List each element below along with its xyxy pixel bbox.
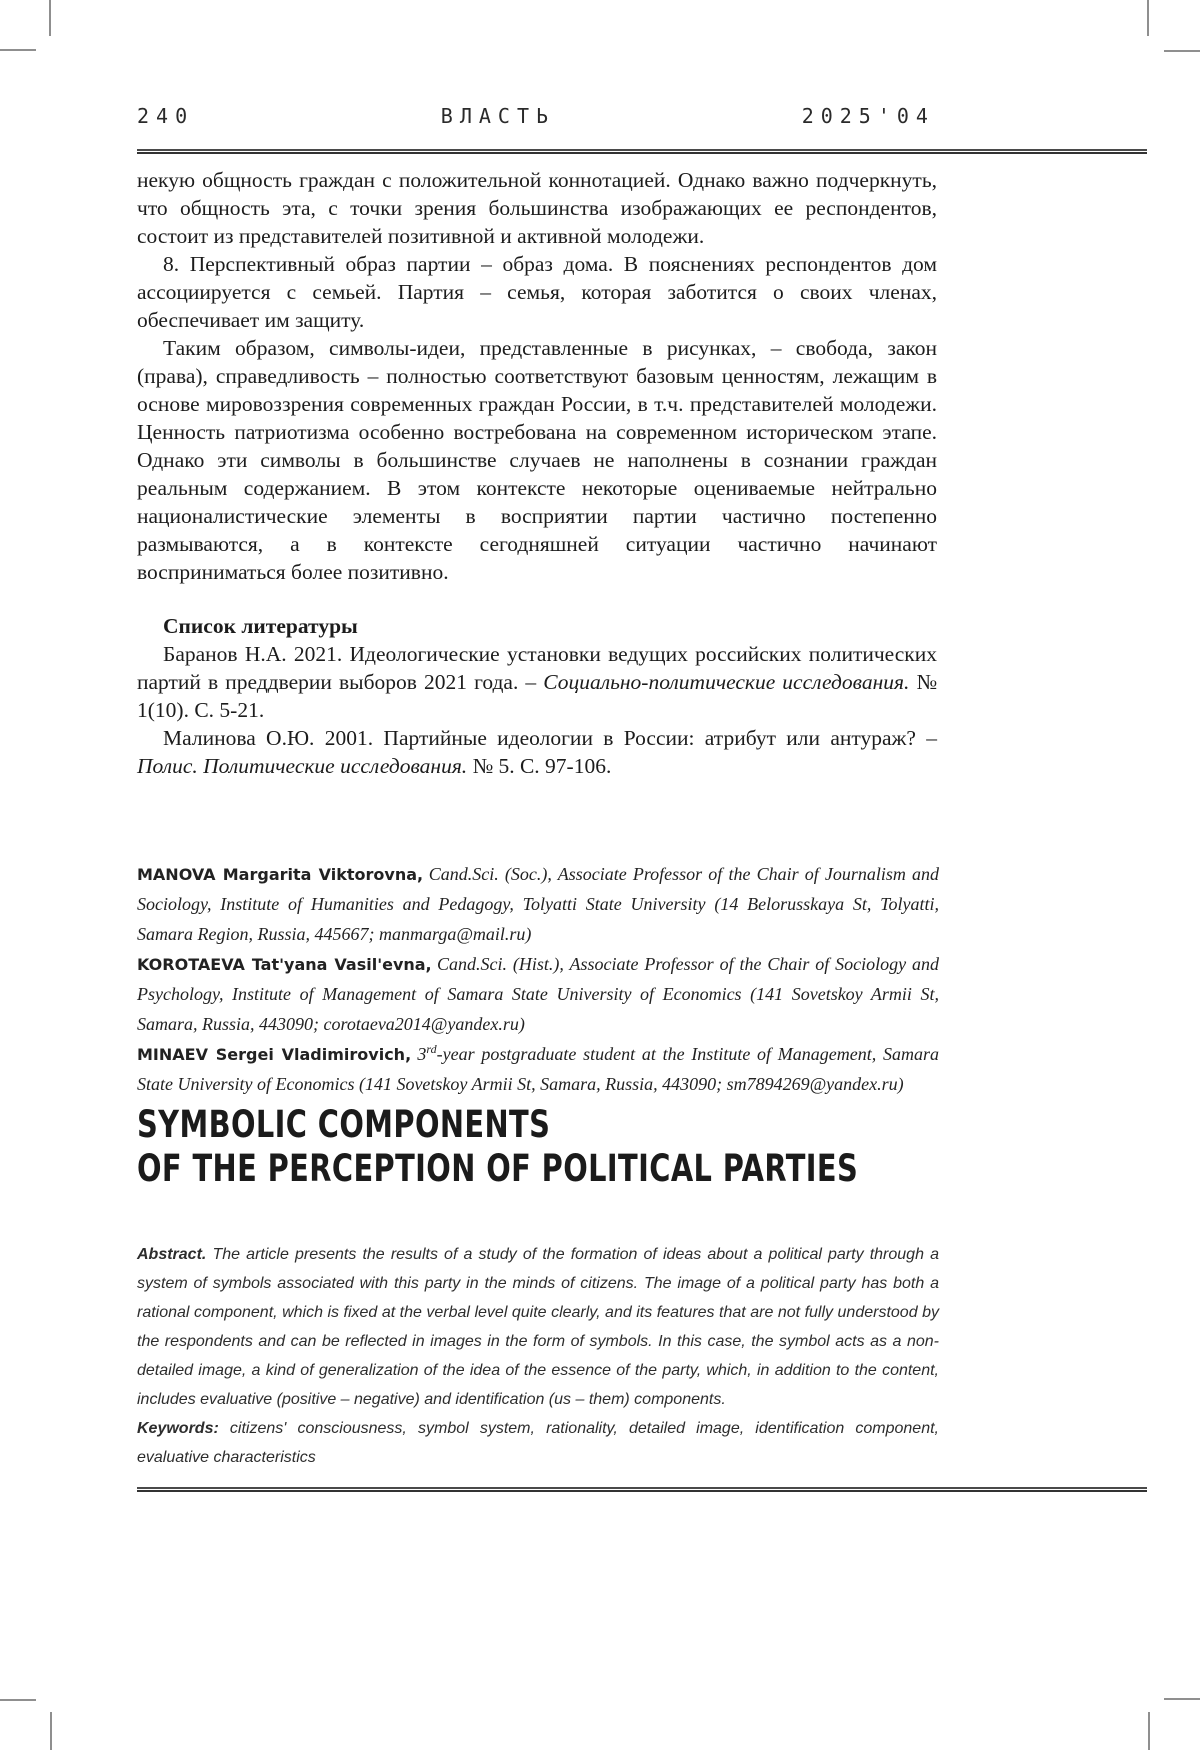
keywords-text: citizens' consciousness, symbol system, rationality, detailed image, identification component, evaluative characteristics bbox=[137, 1420, 939, 1466]
reference-journal: Социально-политические исследования. bbox=[543, 670, 910, 694]
crop-mark-top-left-horizontal bbox=[0, 49, 36, 51]
article-body bbox=[137, 166, 937, 780]
keywords-label: Keywords: bbox=[137, 1420, 219, 1437]
body-paragraph-1: некую общность граждан с положительной коннотацией. Однако важно подчеркнуть, что общность эта, с точки зрения большинства изображающих ее респондентов, состоит из представителей позитивной и активной молодежи. bbox=[137, 168, 937, 248]
author-entry-1 bbox=[137, 860, 939, 950]
author-name: KOROTAEVA Tat'yana Vasil'evna, bbox=[137, 955, 432, 974]
references-heading: Список литературы bbox=[163, 614, 358, 638]
reference-pages: № 5. С. 97-106. bbox=[467, 754, 612, 778]
header-rule bbox=[137, 149, 1147, 154]
author-entry-2 bbox=[137, 950, 939, 1040]
crop-mark-bottom-left-vertical bbox=[50, 1712, 52, 1750]
abstract-paragraph bbox=[137, 1240, 939, 1414]
crop-mark-top-right-vertical bbox=[1147, 0, 1149, 36]
abstract-text: The article presents the results of a study of the formation of ideas about a political party through a system of symbols associated with this party in the minds of citizens. The image of a political party has both a rational component, which is fixed at the verbal level quite clearly, and its features that are not fully understood by the respondents and can be reflected in images in the form of symbols. In this case, the symbol acts as a non-detailed image, a kind of generalization of the idea of the essence of the party, which, in addition to the content, includes evaluative (positive – negative) and identification (us – them) components. bbox=[137, 1246, 939, 1408]
body-paragraph-2: 8. Перспективный образ партии – образ дома. В пояснениях респондентов дом ассоциируется с семьей. Партия – семья, которая заботится о своих членах, обеспечивает им защиту. bbox=[137, 252, 937, 332]
journal-title: ВЛАСТЬ bbox=[440, 104, 556, 128]
reference-item-1 bbox=[137, 640, 937, 724]
reference-text: Малинова О.Ю. 2001. Партийные идеологии в России: атрибут или антураж? – bbox=[163, 726, 937, 750]
reference-item-2 bbox=[137, 724, 937, 780]
crop-mark-bottom-left-horizontal bbox=[0, 1699, 36, 1701]
issue-number: 2025'04 bbox=[801, 104, 935, 128]
article-title-en bbox=[137, 1103, 858, 1191]
reference-journal: Полис. Политические исследования. bbox=[137, 754, 468, 778]
footer-rule bbox=[137, 1487, 1147, 1492]
abstract-label: Abstract. bbox=[137, 1246, 207, 1263]
author-entry-3 bbox=[137, 1040, 939, 1100]
crop-mark-bottom-right-vertical bbox=[1148, 1712, 1150, 1750]
authors-block bbox=[137, 860, 939, 1100]
author-affiliation: Cand.Sci. (Soc.), Associate Professor of the Chair of Journalism and Sociology, Institute of Humanities and Pedagogy, Tolyatti State University (14 Belorusskaya St, Tolyatti, Samara Region, Russia, 445667; manmarga@mail.ru) bbox=[137, 864, 940, 944]
reference-text: Баранов Н.А. 2021. Идеологические установки ведущих российских политических партий в преддверии выборов 2021 года. – bbox=[137, 642, 937, 694]
author-name: MINAEV Sergei Vladimirovich, bbox=[137, 1045, 412, 1064]
body-paragraph-3: Таким образом, символы-идеи, представленные в рисунках, – свобода, закон (права), справедливость – полностью соответствуют базовым ценностям, лежащим в основе мировоззрения современных граждан России, в т.ч. представителей молодежи. Ценность патриотизма особенно востребована на современном историческом этапе. Однако эти символы в большинстве случаев не наполнены в сознании граждан реальным содержанием. В этом контексте некоторые оцениваемые нейтрально националистические элементы в восприятии партии частично постепенно размываются, а в контексте сегодняшней ситуации частично начинают восприниматься более позитивно. bbox=[137, 336, 937, 584]
author-name: MANOVA Margarita Viktorovna, bbox=[137, 865, 424, 884]
author-affiliation-text: -year postgraduate student at the Institute of Management, Samara State University of Economics (141 Sovetskoy Armii St, Samara, Russia, 443090; sm7894269@yandex.ru) bbox=[137, 1044, 940, 1094]
author-affiliation: Cand.Sci. (Hist.), Associate Professor of the Chair of Sociology and Psychology, Institute of Management of Samara State University of Economics (141 Sovetskoy Armii St, Samara, Russia, 443090; corotaeva2014@yandex.ru) bbox=[137, 954, 939, 1034]
ordinal-suffix: rd bbox=[426, 1042, 437, 1056]
article-title-line-1: SYMBOLIC COMPONENTS bbox=[137, 1103, 551, 1146]
crop-mark-top-right-horizontal bbox=[1164, 50, 1200, 52]
ordinal-number: 3 bbox=[417, 1044, 427, 1064]
page-number: 240 bbox=[137, 104, 195, 128]
abstract-block bbox=[137, 1240, 939, 1472]
reference-pages: № 1(10). С. 5-21. bbox=[137, 670, 937, 722]
article-title-line-2: OF THE PERCEPTION OF POLITICAL PARTIES bbox=[137, 1147, 859, 1190]
page-header bbox=[137, 104, 935, 128]
crop-mark-bottom-right-horizontal bbox=[1164, 1698, 1200, 1700]
crop-mark-top-left-vertical bbox=[49, 0, 51, 36]
keywords-paragraph bbox=[137, 1414, 939, 1472]
